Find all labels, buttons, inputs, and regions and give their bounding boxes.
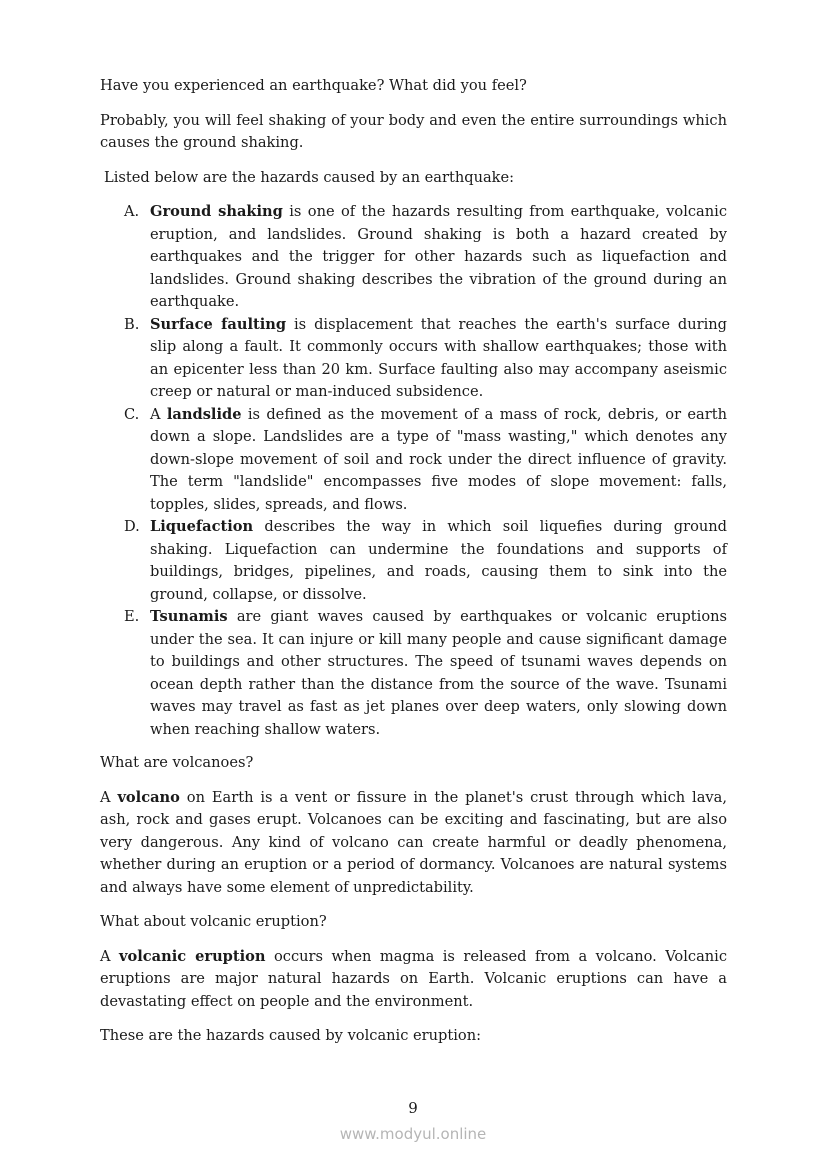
item-term: Ground shaking: [150, 203, 283, 220]
item-term: Tsunamis: [150, 608, 228, 625]
volcano-definition: [100, 787, 727, 900]
item-term: Liquefaction: [150, 518, 254, 535]
question-earthquake: Have you experienced an earthquake? What did you feel?: [100, 77, 527, 94]
eruption-term: volcanic eruption: [119, 947, 266, 965]
footer-watermark: www.modyul.online: [339, 1125, 487, 1143]
item-text: is one of the hazards resulting from earthquake, volcanic eruption, and landslides. Ground shaking is both a hazard created by earthquakes and the trigger for other hazards such as liquefaction and landslides. Ground shaking describes the vibration of the ground during an earthquake.: [150, 203, 727, 310]
list-item: [100, 516, 727, 606]
list-letter: C.: [124, 405, 140, 423]
volcano-text: on Earth is a vent or fissure in the planet's crust through which lava, ash, rock and gases erupt. Volcanoes can be exciting and fascinating, but are also very dangerous. Any kind of volcano can create harmful or deadly phenomena, whether during an eruption or a period of dormancy. Volcanoes are natural systems and always have some element of unpredictability.: [100, 788, 727, 896]
item-text: is displacement that reaches the earth's surface during slip along a fault. It commonly occurs with shallow earthquakes; those with an epicenter less than 20 km. Surface faulting also may accompany aseismic creep or natural or man-induced subsidence.: [150, 315, 728, 400]
answer-earthquake: Probably, you will feel shaking of your body and even the entire surroundings which causes the ground shaking.: [100, 111, 727, 151]
eruption-definition: [100, 946, 727, 1014]
volcano-pre: A: [100, 788, 118, 806]
list-letter: E.: [124, 608, 140, 625]
eruption-pre: A: [100, 947, 120, 965]
item-text: are giant waves caused by earthquakes or volcanic eruptions under the sea. It can injure or kill many people and cause significant damage to buildings and other structures. The speed of tsunami waves depends on ocean depth rather than the distance from the source of the wave. Tsunami waves may travel as fast as jet planes over deep waters, only slowing down when reaching shallow waters.: [150, 608, 727, 738]
earthquake-hazards-list: [100, 201, 727, 741]
eruption-hazards-intro: These are the hazards caused by volcanic eruption:: [100, 1027, 482, 1044]
list-item: [100, 606, 727, 741]
list-item: [100, 314, 727, 404]
question-volcano: What are volcanoes?: [100, 754, 254, 771]
item-term: Surface faulting: [150, 315, 287, 333]
question-eruption: What about volcanic eruption?: [100, 913, 327, 930]
list-letter: B.: [124, 315, 140, 333]
item-text: is defined as the movement of a mass of rock, debris, or earth down a slope. Landslides are a type of "mass wasting," which denotes any down-slope movement of soil and rock under the direct influence of gravity. The term "landslide" encompasses five modes of slope movement: falls, topples, slides, spreads, and flows.: [150, 405, 727, 513]
item-pre: A: [150, 405, 167, 423]
item-term: landslide: [166, 405, 242, 423]
list-item: [100, 201, 727, 314]
list-item: [100, 404, 727, 517]
page-number: 9: [408, 1099, 418, 1117]
item-text: describes the way in which soil liquefies during ground shaking. Liquefaction can undermine the foundations and supports of buildings, bridges, pipelines, and roads, causing them to sink into the ground, collapse, or dissolve.: [150, 518, 727, 603]
list-letter: A.: [124, 203, 140, 220]
document-page: [100, 75, 727, 1060]
eruption-text: occurs when magma is released from a volcano. Volcanic eruptions are major natural hazards on Earth. Volcanic eruptions can have a devastating effect on people and the environment.: [100, 947, 728, 1010]
list-letter: D.: [124, 518, 140, 535]
volcano-term: volcano: [117, 788, 180, 806]
hazards-intro: Listed below are the hazards caused by an earthquake:: [104, 168, 515, 186]
